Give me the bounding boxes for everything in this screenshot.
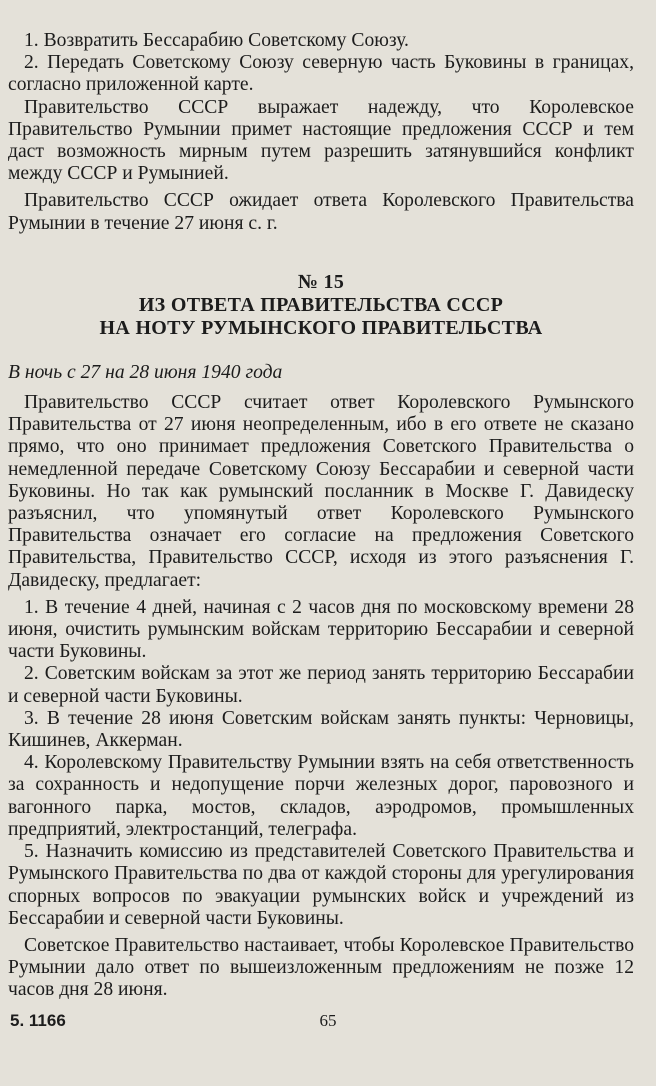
list-item: 4. Королевскому Правительству Румынии взять на себя ответственность за сохранность и недопущение порчи железных дорог, паровозного и вагонного парка, мостов, складов, аэродромов, промышленных предприятий, электростанций, телеграфа. bbox=[8, 752, 634, 840]
paragraph: 1. Возвратить Бессарабию Советскому Союзу. bbox=[24, 30, 409, 51]
document-title-line-2: НА НОТУ РУМЫНСКОГО ПРАВИТЕЛЬСТВА bbox=[99, 316, 543, 339]
paragraph: Правительство СССР ожидает ответа Королевского Правительства Румынии в течение 27 июня с. г. bbox=[8, 190, 634, 234]
document-date: В ночь с 27 на 28 июня 1940 года bbox=[8, 361, 283, 383]
paragraph: Советское Правительство настаивает, чтобы Королевское Правительство Румынии дало ответ по вышеизложенным предложениям не позже 12 часов дня 28 июня. bbox=[8, 934, 634, 1001]
preceding-text bbox=[8, 30, 634, 235]
document-number: № 15 bbox=[297, 270, 345, 293]
page-footer bbox=[0, 1010, 656, 1040]
document-heading bbox=[8, 271, 634, 340]
document-title-line-1: ИЗ ОТВЕТА ПРАВИТЕЛЬСТВА СССР bbox=[138, 293, 504, 316]
printer-signature: 5. 1166 bbox=[10, 1011, 66, 1030]
paragraph: Правительство СССР выражает надежду, что Королевское Правительство Румынии примет настоящие предложения СССР и тем даст возможность мирным путем разрешить затянувшийся конфликт между СССР и Румынией. bbox=[8, 96, 634, 185]
list-item: 1. В течение 4 дней, начиная с 2 часов дня по московскому времени 28 июня, очистить румынским войскам территорию Бессарабии и северной части Буковины. bbox=[8, 596, 634, 663]
paragraph: 2. Передать Советскому Союзу северную часть Буковины в границах, согласно приложенной карте. bbox=[8, 52, 634, 96]
list-item: 3. В течение 28 июня Советским войскам занять пункты: Черновицы, Кишинев, Аккерман. bbox=[8, 707, 634, 752]
list-item: 2. Советским войскам за этот же период занять территорию Бессарабии и северной части Буковины. bbox=[8, 663, 634, 707]
paragraph: Правительство СССР считает ответ Королевского Румынского Правительства от 27 июня неопределенным, ибо в его ответе не сказано прямо, что оно принимает предложения Советского Правительства о немедленной передаче Советскому Союзу Бессарабии и северной части Буковины. Но так как румынский посланник в Москве Г. Давидеску разъяснил, что упомянутый ответ Королевского Румынского Правительства означает его согласие на предложения Советского Правительства, Правительство СССР, исходя из этого разъяснения Г. Давидеску, предлагает: bbox=[8, 392, 634, 591]
document-body bbox=[8, 392, 634, 1001]
page-number: 65 bbox=[319, 1011, 337, 1030]
list-item: 5. Назначить комиссию из представителей Советского Правительства и Румынского Правительства по два от каждой стороны для урегулирования спорных вопросов по эвакуации румынских войск и учреждений из Бессарабии и северной части Буковины. bbox=[8, 841, 634, 929]
